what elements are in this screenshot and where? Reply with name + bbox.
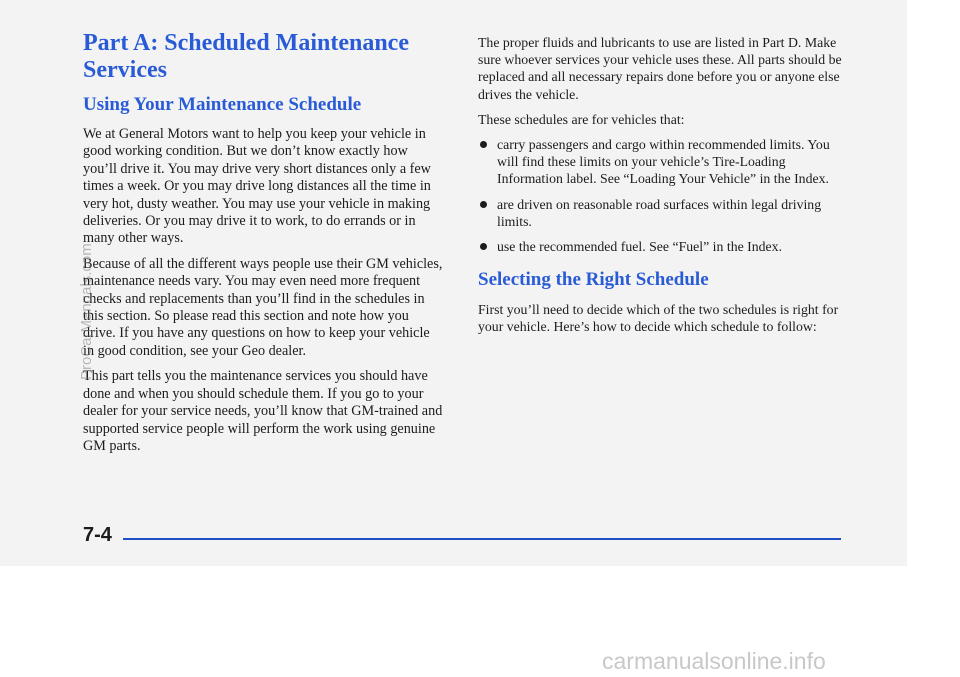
list-item xyxy=(478,136,853,188)
paragraph: We at General Motors want to help you keep your vehicle in good working condition. But we don’t know exactly how you’ll drive it. You may drive very short distances only a few times a week. Or you may drive long distances all the time in very hot, dusty weather. You may use your vehicle in making deliveries. Or you may drive it to work, to do errands or in many other ways. xyxy=(83,126,431,247)
paragraph: These schedules are for vehicles that: xyxy=(478,111,685,127)
paragraph: The proper fluids and lubricants to use are listed in Part D. Make sure whoever services your vehicle uses these. All parts should be replaced and all necessary repairs done before you or anyone else drives the vehicle. xyxy=(478,35,842,102)
page-footer xyxy=(83,524,843,554)
side-watermark: ProCarManuals.com xyxy=(78,243,95,380)
bottom-watermark: carmanualsonline.info xyxy=(602,648,826,674)
right-column xyxy=(478,34,853,344)
list-item-text: are driven on reasonable road surfaces within legal driving limits. xyxy=(497,196,822,229)
paragraph: First you’ll need to decide which of the two schedules is right for your vehicle. Here’s how to decide which schedule to follow: xyxy=(478,302,839,335)
footer-divider xyxy=(123,538,841,540)
bullet-icon xyxy=(480,201,487,208)
page-number: 7-4 xyxy=(83,524,112,546)
bullet-icon xyxy=(480,243,487,250)
section-heading-right-schedule: Selecting the Right Schedule xyxy=(478,269,709,291)
vehicle-conditions-list xyxy=(478,136,853,255)
list-item xyxy=(478,238,853,255)
paragraph: This part tells you the maintenance services you should have done and when you should schedule them. If you go to your dealer for your service needs, you’ll know that GM-trained and supported service people will perform the work using genuine GM parts. xyxy=(83,368,443,454)
section-heading-maintenance-schedule: Using Your Maintenance Schedule xyxy=(83,94,362,115)
list-item-text: use the recommended fuel. See “Fuel” in the Index. xyxy=(497,239,783,255)
bullet-icon xyxy=(480,141,487,148)
list-item-text: carry passengers and cargo within recommended limits. You will find these limits on your vehicle’s Tire-Loading Information label. See “Loading Your Vehicle” in the Index. xyxy=(497,137,830,187)
list-item xyxy=(478,196,853,230)
paragraph: Because of all the different ways people use their GM vehicles, maintenance needs vary. You may even need more frequent checks and replacements than you’ll find in the schedules in this section. So please read this section and note how you drive. If you have any questions on how to keep your vehicle in good condition, see your Geo dealer. xyxy=(83,255,443,359)
left-column xyxy=(83,30,443,463)
part-title: Part A: Scheduled Maintenance Services xyxy=(83,30,409,83)
